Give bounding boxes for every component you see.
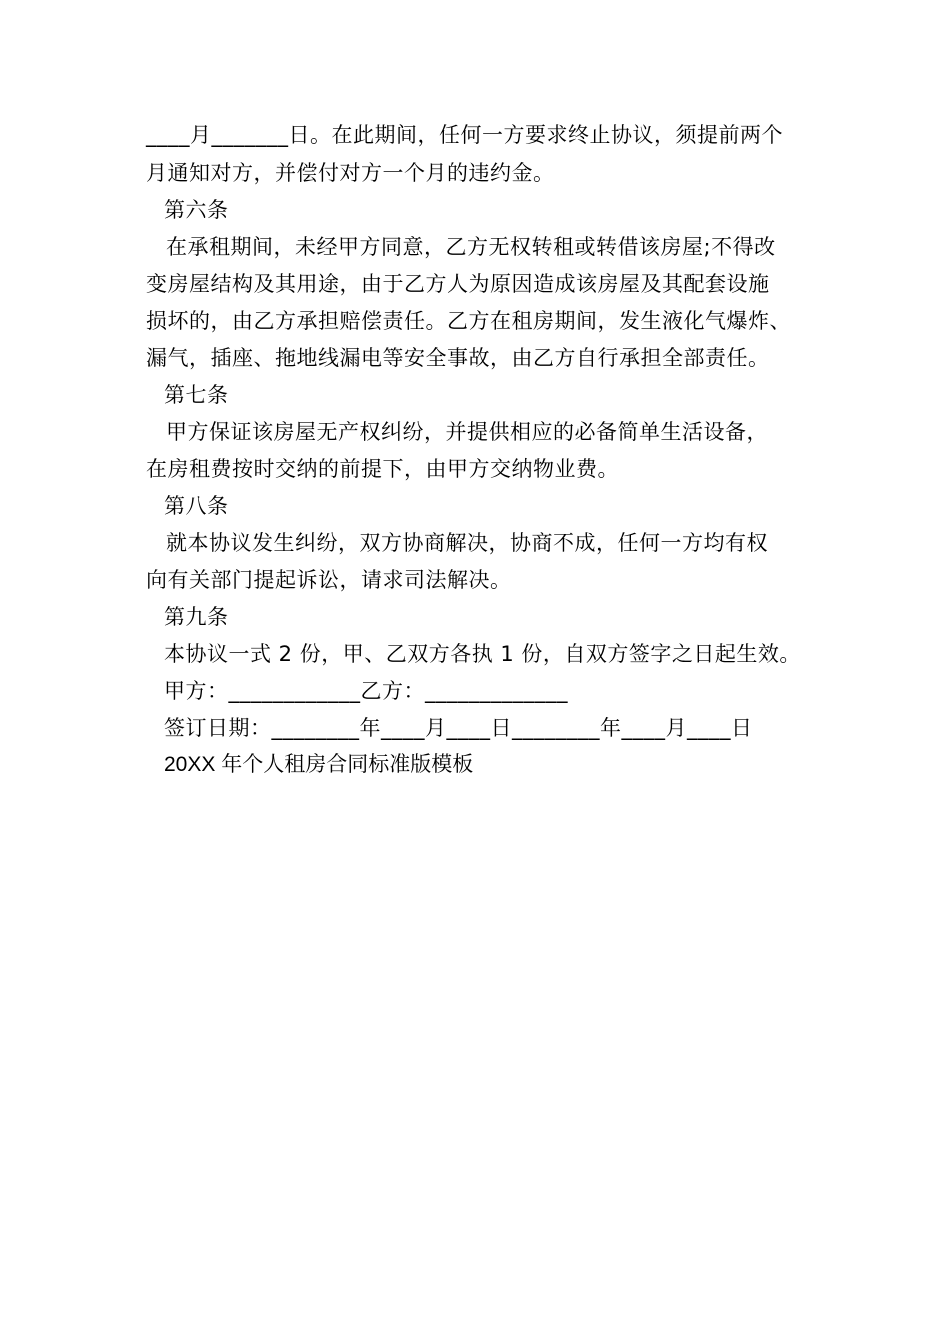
article-heading: 第七条 [164,383,229,407]
paragraph-line: 漏气，插座、拖地线漏电等安全事故，由乙方自行承担全部责任。 [146,346,770,370]
paragraph-line: 就本协议发生纠纷，双方协商解决，协商不成，任何一方均有权 [166,531,768,555]
signing-date-line: 签订日期：________年____月____日________年____月____日 [164,716,753,740]
article-heading: 第八条 [164,494,229,518]
paragraph-line: 在承租期间，未经甲方同意，乙方无权转租或转借该房屋;不得改 [166,235,776,259]
paragraph-line: 本协议一式 2 份，甲、乙双方各执 1 份，自双方签字之日起生效。 [164,642,801,666]
paragraph-line: ____月_______日。在此期间，任何一方要求终止协议，须提前两个 [146,123,783,147]
paragraph-line: 月通知对方，并偿付对方一个月的违约金。 [146,161,555,185]
article-heading: 第六条 [164,198,229,222]
paragraph-line: 向有关部门提起诉讼，请求司法解决。 [146,568,512,592]
paragraph-line: 损坏的，由乙方承担赔偿责任。乙方在租房期间，发生液化气爆炸、 [146,309,791,333]
signature-line: 甲方：____________乙方：_____________ [164,679,568,703]
document-footer-title: 20XX 年个人租房合同标准版模板 [164,753,474,776]
paragraph-line: 在房租费按时交纳的前提下，由甲方交纳物业费。 [146,457,619,481]
article-heading: 第九条 [164,605,229,629]
paragraph-line: 甲方保证该房屋无产权纠纷，并提供相应的必备简单生活设备， [166,420,768,444]
paragraph-line: 变房屋结构及其用途，由于乙方人为原因造成该房屋及其配套设施 [146,272,770,296]
